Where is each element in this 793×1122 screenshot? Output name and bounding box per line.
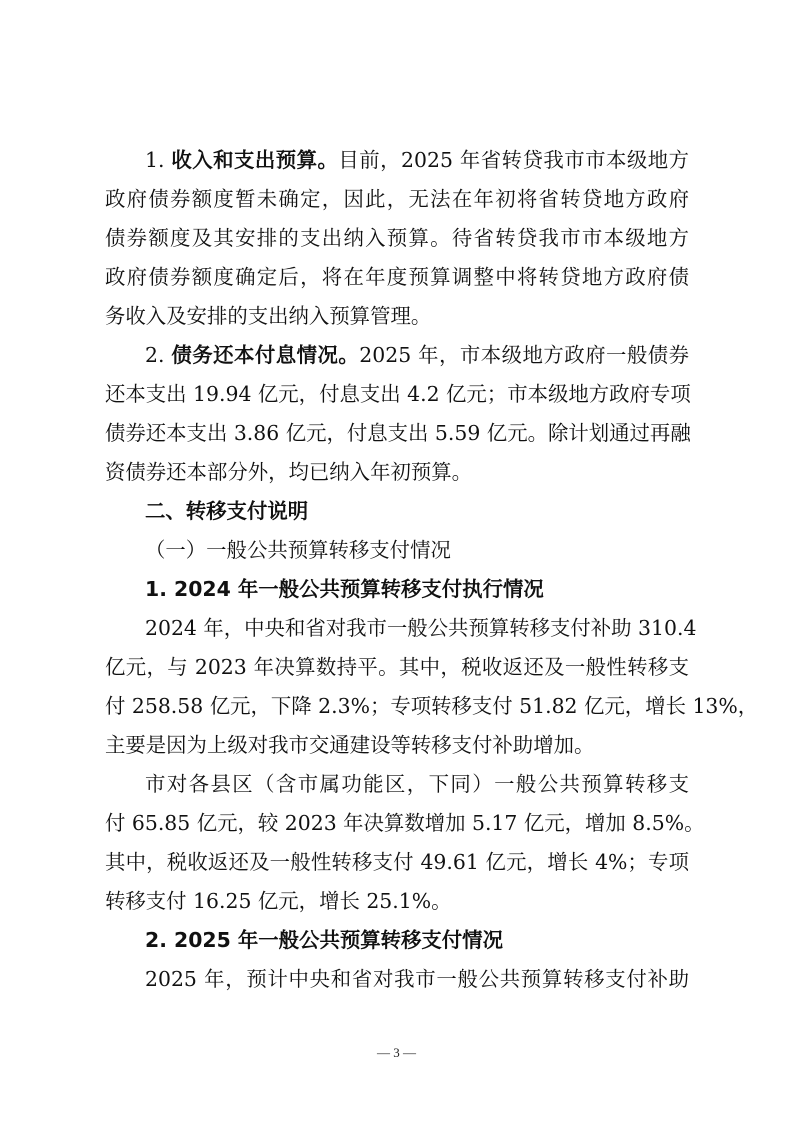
paragraph-3-line-3: 付 258.58 亿元，下降 2.3%；专项转移支付 51.82 亿元，增长 13%， [105, 694, 759, 718]
paragraph-5-line-1: 2025 年，预计中央和省对我市一般公共预算转移支付补助 [145, 967, 689, 991]
item-2-heading: 2. 2025 年一般公共预算转移支付情况 [145, 928, 503, 952]
paragraph-1-line-2: 政府债券额度暂未确定，因此，无法在年初将省转贷地方政府 [105, 187, 689, 211]
paragraph-2-line-1 [145, 335, 689, 375]
paragraph-2-line-3: 债券还本支出 3.86 亿元，付息支出 5.59 亿元。除计划通过再融 [105, 421, 691, 445]
paragraph-3-line-2: 亿元，与 2023 年决算数持平。其中，税收返还及一般性转移支 [105, 655, 689, 679]
paragraph-4-line-3: 其中，税收返还及一般性转移支付 49.61 亿元，增长 4%；专项 [105, 850, 689, 874]
paragraph-1-number: 1. [145, 148, 172, 172]
item-1-heading: 1. 2024 年一般公共预算转移支付执行情况 [145, 577, 544, 601]
paragraph-2-line-4: 资债券还本部分外，均已纳入年初预算。 [105, 460, 473, 484]
paragraph-1-line-4: 政府债券额度确定后，将在年度预算调整中将转贷地方政府债 [105, 265, 689, 289]
paragraph-1-line-5: 务收入及安排的支出纳入预算管理。 [105, 304, 432, 328]
paragraph-4-line-2: 付 65.85 亿元，较 2023 年决算数增加 5.17 亿元，增加 8.5%。 [105, 811, 705, 835]
paragraph-1-line-1 [145, 140, 689, 180]
page-number: — 3 — [377, 1045, 416, 1060]
paragraph-1-line-3: 债券额度及其安排的支出纳入预算。待省转贷我市市本级地方 [105, 226, 689, 250]
section-2-heading: 二、转移支付说明 [145, 499, 309, 523]
paragraph-1-text-1: 目前，2025 年省转贷我市市本级地方 [338, 148, 690, 172]
paragraph-3-line-4: 主要是因为上级对我市交通建设等转移支付补助增加。 [105, 733, 595, 757]
paragraph-4-line-4: 转移支付 16.25 亿元，增长 25.1%。 [105, 889, 452, 913]
paragraph-2-heading: 债务还本付息情况。 [171, 343, 360, 367]
paragraph-2-text-1: 2025 年，市本级地方政府一般债券 [359, 343, 690, 367]
paragraph-3-line-1: 2024 年，中央和省对我市一般公共预算转移支付补助 310.4 [145, 616, 697, 640]
subsection-1-heading: （一）一般公共预算转移支付情况 [145, 538, 451, 562]
paragraph-1-heading: 收入和支出预算。 [171, 148, 339, 172]
paragraph-4-line-1: 市对各县区（含市属功能区，下同）一般公共预算转移支 [145, 772, 689, 796]
paragraph-2-number: 2. [145, 343, 172, 367]
paragraph-2-line-2: 还本支出 19.94 亿元，付息支出 4.2 亿元；市本级地方政府专项 [105, 382, 691, 406]
